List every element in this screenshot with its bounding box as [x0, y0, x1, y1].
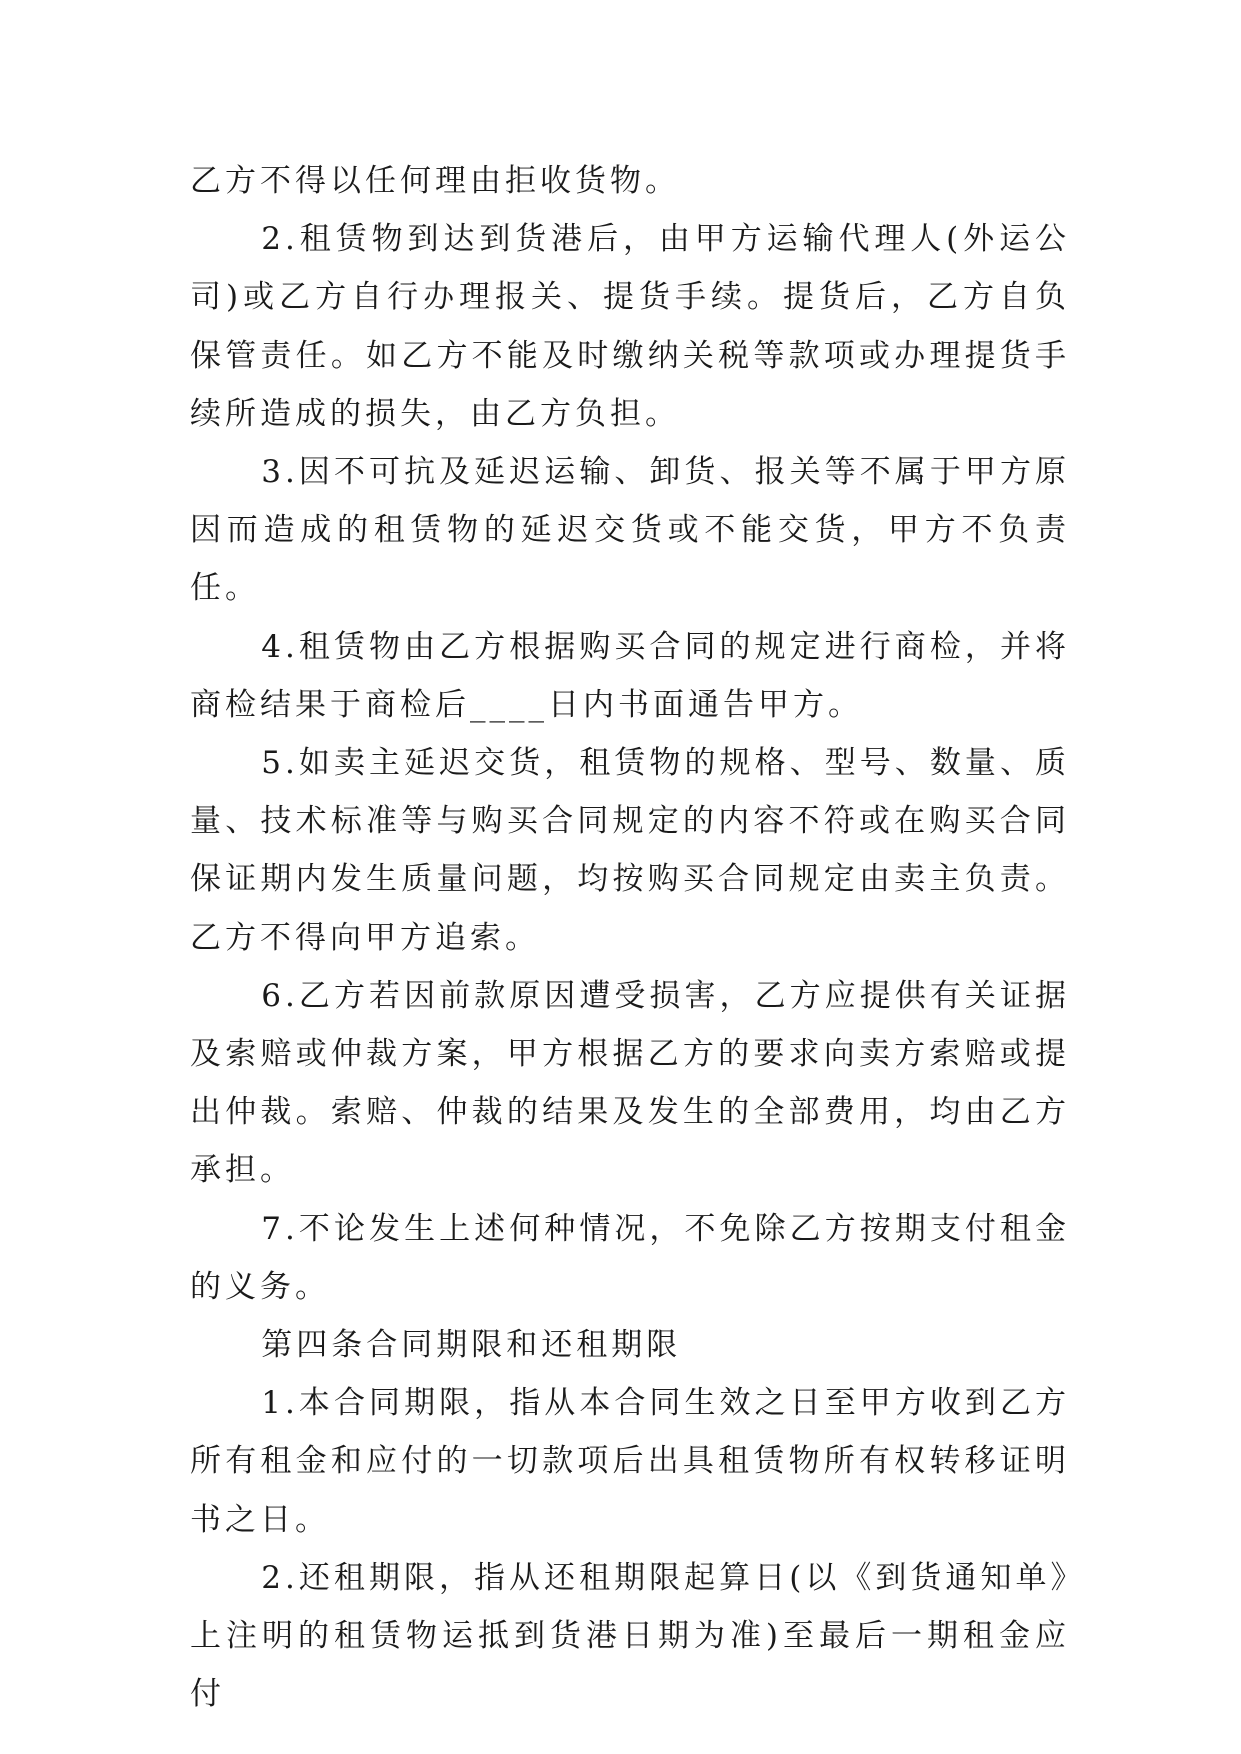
paragraph-article-4-clause-1: 1.本合同期限，指从本合同生效之日至甲方收到乙方所有租金和应付的一切款项后出具租赁物所有权转移证明书之日。: [190, 1385, 1070, 1538]
paragraph-clause-7: 7.不论发生上述何种情况，不免除乙方按期支付租金的义务。: [190, 1210, 1070, 1305]
paragraph-article-4-clause-2: 2.还租期限，指从还租期限起算日(以《到货通知单》上注明的租赁物运抵到货港日期为准)至最后一期租金应付: [190, 1559, 1070, 1713]
paragraph-clause-5: 5.如卖主延迟交货，租赁物的规格、型号、数量、质量、技术标准等与购买合同规定的内容不符或在购买合同保证期内发生质量问题，均按购买合同规定由卖主负责。乙方不得向甲方追索。: [190, 745, 1070, 956]
paragraph-continuation: 乙方不得以任何理由拒收货物。: [190, 163, 680, 199]
paragraph-clause-3: 3.因不可抗及延迟运输、卸货、报关等不属于甲方原因而造成的租赁物的延迟交货或不能交货，甲方不负责任。: [190, 454, 1070, 607]
paragraph-clause-4: 4.租赁物由乙方根据购买合同的规定进行商检，并将商检结果于商检后____日内书面通告甲方。: [190, 628, 1070, 723]
document-body: [190, 152, 1070, 1723]
paragraph-clause-6: 6.乙方若因前款原因遭受损害，乙方应提供有关证据及索赔或仲裁方案，甲方根据乙方的要求向卖方索赔或提出仲裁。索赔、仲裁的结果及发生的全部费用，均由乙方承担。: [190, 977, 1070, 1189]
paragraph-clause-2: 2.租赁物到达到货港后，由甲方运输代理人(外运公司)或乙方自行办理报关、提货手续。提货后，乙方自负保管责任。如乙方不能及时缴纳关税等款项或办理提货手续所造成的损失，由乙方负担。: [190, 221, 1070, 432]
section-heading-article-4: 第四条合同期限和还租期限: [261, 1327, 682, 1364]
